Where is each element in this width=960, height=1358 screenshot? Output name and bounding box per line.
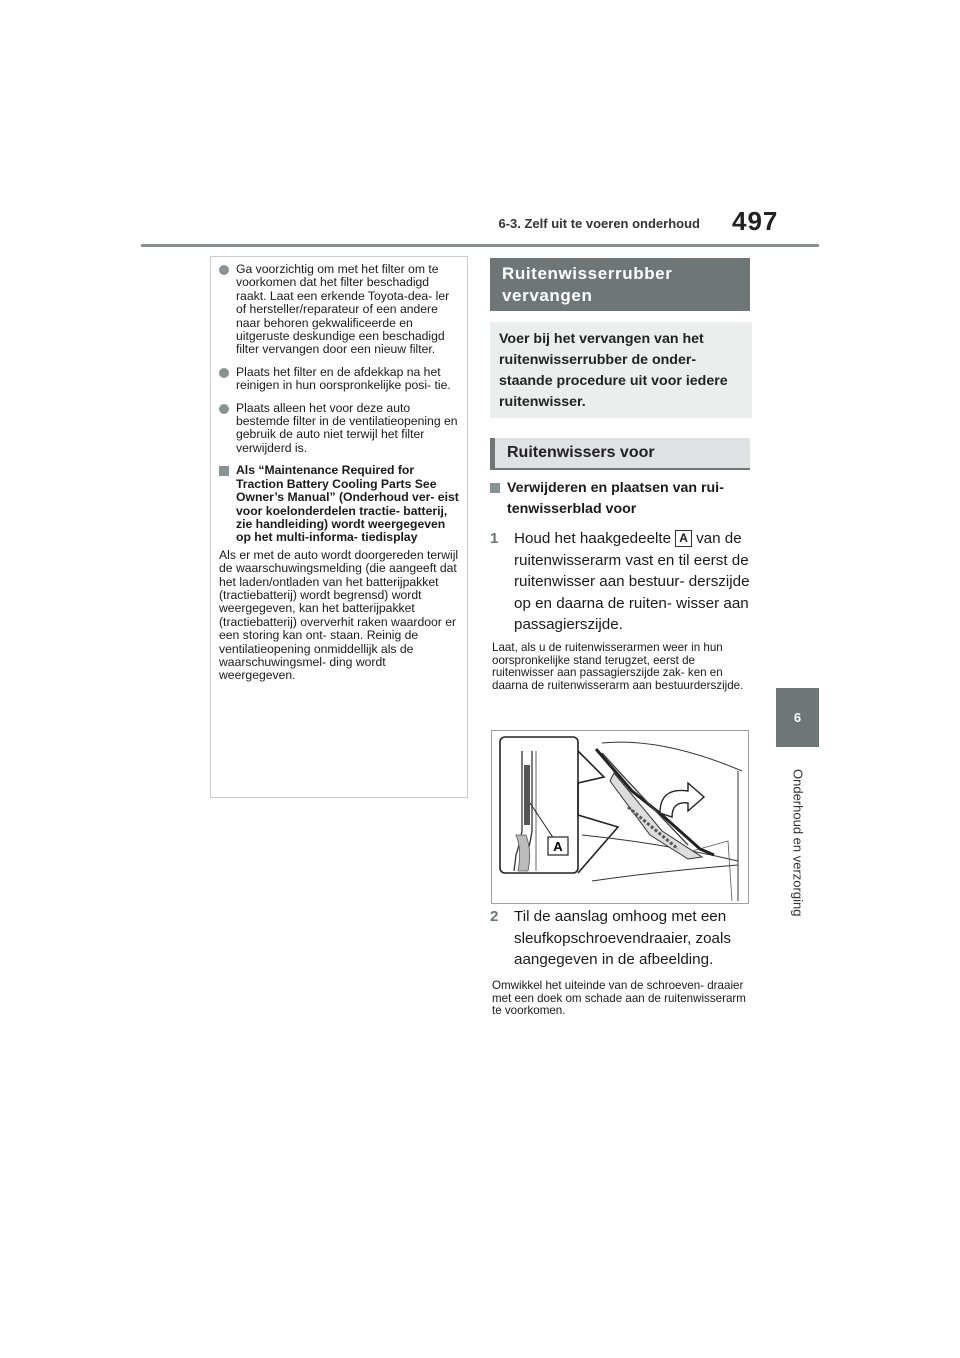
intro-box: Voer bij het vervangen van het ruitenwisserrubber de onder- staande procedure uit voor iedere ruitenwisser. [490, 322, 752, 418]
wiper-illustration [491, 730, 749, 904]
bullet-item [219, 366, 459, 393]
note-heading [219, 464, 459, 544]
square-bullet-icon [219, 466, 229, 476]
step-text: van de ruitenwisserarm vast en til eerst de ruitenwisser aan bestuur- derszijde op en daarna de ruiten- wisser aan passagierszijde. [514, 530, 750, 633]
bullet-item [219, 263, 459, 357]
note-heading-text: Als “Maintenance Required for Traction Battery Cooling Parts See Owner’s Manual” (Onderhoud ver- eist voor koelonderdelen tractie- batterij, zie handleiding) wordt weergegeven op het multi-informa- tiedisplay [236, 463, 459, 545]
step-1 [490, 528, 752, 636]
bullet-item [219, 402, 459, 456]
section-banner: Ruitenwisserrubber vervangen [490, 258, 750, 311]
step-note: Omwikkel het uiteinde van de schroeven- draaier met een doek om schade aan de ruitenwisserarm te voorkomen. [492, 979, 746, 1018]
callout-label: A [675, 530, 692, 547]
bullet-text: Plaats het filter en de afdekkap na het reinigen in hun oorspronkelijke posi- tie. [236, 364, 451, 393]
bullet-dot-icon [219, 404, 229, 414]
wiper-arm-drawing [492, 731, 748, 903]
square-bullet-icon [490, 483, 500, 493]
subsection-banner: Ruitenwissers voor [490, 438, 750, 470]
chapter-number: 6 [793, 710, 802, 725]
procedure-heading [490, 478, 752, 520]
procedure-heading-text: Verwijderen en plaatsen van rui- tenwisserblad voor [507, 480, 724, 517]
bullet-dot-icon [219, 368, 229, 378]
page-number: 497 [732, 206, 779, 236]
caution-box [210, 256, 468, 798]
step-note: Laat, als u de ruitenwisserarmen weer in hun oorspronkelijke stand terugzet, eerst de ruitenwisser aan passagierszijde zak- ken en daarna de ruitenwisserarm aan bestuurderszijde. [492, 641, 744, 692]
bullet-text: Ga voorzichtig om met het filter om te voorkomen dat het filter beschadigd raakt. Laat een erkende Toyota-dea- ler of hersteller/reparateur of een andere naar behoren gekwalificeerde en uitgeruste deskundige een beschadigd filter vervangen door een nieuw filter. [236, 262, 450, 357]
step-text: Houd het haakgedeelte [514, 530, 672, 547]
step-number: 1 [490, 530, 499, 547]
chapter-label: Onderhoud en verzorging [790, 769, 806, 917]
step-2 [490, 906, 752, 971]
step-text: Til de aanslag omhoog met een sleufkopschroevendraaier, zoals aangegeven in de afbeelding. [514, 908, 731, 968]
note-body: Als er met de auto wordt doorgereden terwijl de waarschuwingsmelding (die aangeeft dat het laden/ontladen van het batterijpakket (tractiebatterij) wordt begrensd) wordt weergegeven, kan het batterijpakket (tractiebatterij) oververhit raken waardoor er een storing kan ont- staan. Reinig de ventilatieopening onmiddellijk als de waarschuwingsmel- ding wordt weergegeven. [219, 547, 459, 683]
chapter-tab[interactable] [776, 688, 819, 747]
step-number: 2 [490, 908, 499, 925]
bullet-dot-icon [219, 265, 229, 275]
section-title: 6-3. Zelf uit te voeren onderhoud [498, 216, 700, 231]
bullet-text: Plaats alleen het voor deze auto bestemde filter in de ventilatieopening en gebruik de auto niet terwijl het filter verwijderd is. [236, 400, 458, 455]
figure-callout-label: A [553, 839, 563, 854]
header-rule [141, 244, 819, 247]
